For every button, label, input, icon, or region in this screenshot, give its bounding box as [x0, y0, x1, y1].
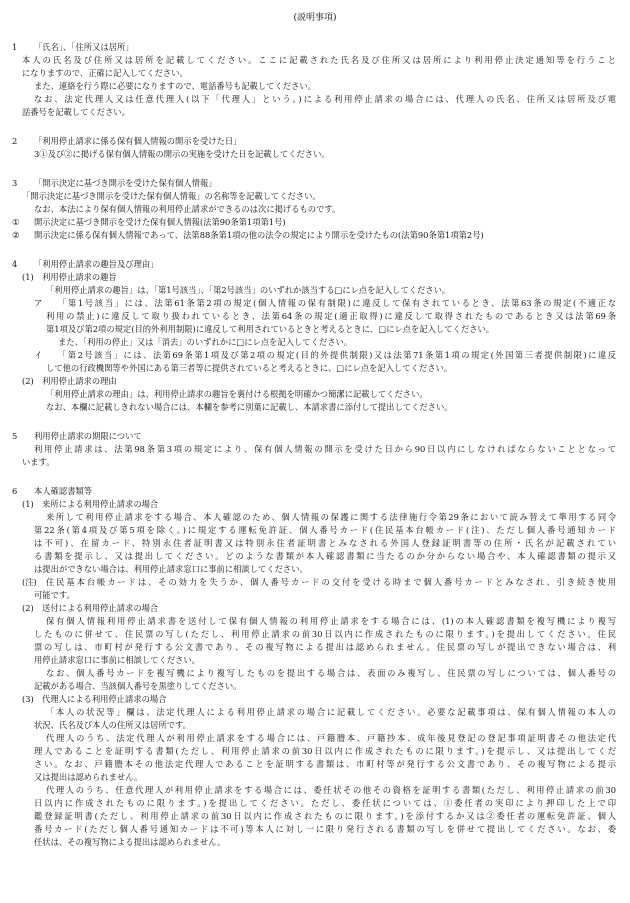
- body-line: 「本人の状況等」欄は、法定代理人による利用停止請求の場合に記載してください。必要な記載事項は、保有個人情報の本人の: [46, 707, 616, 717]
- note-mark: (注): [22, 577, 37, 587]
- body-line: 「利用停止請求の理由」は、利用停止請求の趣旨を裏付ける根拠を明確かつ簡潔に記載してください。: [46, 389, 428, 399]
- body-line: 状況、氏名及び本人の住所又は居所です。: [34, 720, 191, 730]
- body-line: 日以内に作成されたものに限ります。)を提出してください。ただし、委任状については、①委任者の実印により押印した上で印: [34, 798, 616, 808]
- body-line: 保有個人情報利用停止請求書を送付して保有個人情報の利用停止請求をする場合には、(1)の本人確認書類を複写機により複写: [46, 616, 616, 626]
- section-number: 1: [12, 42, 18, 52]
- body-line: なお、本欄に記載しきれない場合には、本欄を参考に別葉に記載し、本請求書に添付して提出してください。: [46, 402, 453, 412]
- body-line: 本人の氏名及び住所又は居所を記載してください。ここに記載された氏名及び住所又は居所により利用停止決定通知等を行うこと: [22, 55, 616, 65]
- body-line: また、連絡を行う際に必要になりますので、電話番号も記載してください。: [34, 81, 316, 91]
- page-title: (説明事項): [293, 13, 337, 23]
- body-line: 用停止請求窓口に事前に相談してください。: [34, 655, 200, 665]
- list-mark: ②: [12, 230, 20, 240]
- body-line: います。: [22, 457, 55, 467]
- body-line: 「利用停止請求の趣旨」は、「第1号該当」、「第2号該当」のいずれか該当する□にレ点を記入してください。: [46, 285, 451, 295]
- section-heading: 「氏名」、「住所又は居所」: [34, 42, 134, 52]
- note-line: 住民基本台帳カードは、その効力を失うか、個人番号カードの交付を受ける時まで個人番号カードとみなされ、引き続き使用: [46, 577, 616, 587]
- body-line: 理人であることを証明する書類(ただし、利用停止請求の前30日以内に作成されたものに限ります。)を提示し、又は提出してくだ: [34, 746, 616, 756]
- list-item: 開示決定に基づき開示を受けた保有個人情報(法第90条第1項第1号): [34, 217, 286, 227]
- section-number: 6: [12, 486, 18, 496]
- section-heading: 本人確認書類等: [34, 486, 93, 496]
- body-line: 代理人のうち、法定代理人が利用停止請求をする場合には、戸籍謄本、戸籍抄本、成年後見登記の登記事項証明書その他法定代: [46, 733, 616, 743]
- body-line: なお、個人番号カードを複写機により複写したものを提出する場合は、表面のみ複写し、住民票の写しについては、個人番号の: [46, 668, 616, 678]
- section-heading: 利用停止請求の期限について: [34, 431, 142, 441]
- body-line: 票の写しは、市町村が発行する公文書であり、その複写物による提出は認められません。住民票の写しが提出できない場合は、利: [34, 642, 616, 652]
- body-line: 鑑登録証明書(ただし、利用停止請求の前30日以内に作成されたものに限ります。)を添付するか又は②委任者の運転免許証、個人: [34, 811, 616, 821]
- body-line: 利用の禁止)に違反して取り扱われているとき、法第64条の規定(適正取得)に違反して取得されたものであるとき又は法第69条: [46, 311, 616, 321]
- list-mark: ①: [12, 217, 20, 227]
- list-mark: ア: [34, 298, 43, 308]
- body-line: して他の行政機関等や外国にある第三者等に提供されていると考えるときに、□にレ点を記入してください。: [46, 363, 453, 373]
- body-line: 3①及び②に掲げる保有個人情報の開示の実施を受けた日を記載してください。: [34, 149, 330, 159]
- subsection-heading: (2) 利用停止請求の理由: [22, 376, 117, 386]
- section-number: 2: [12, 136, 18, 146]
- body-line: る書類を提示し、又は提出してください。どのような書類が本人確認書類に当たるのか分からない場合や、本人確認書類の提示又: [34, 551, 616, 561]
- section-heading: 「開示決定に基づき開示を受けた保有個人情報」: [34, 178, 217, 188]
- body-line: は不可)、在留カード、特別永住者証明書又は特別永住者証明書とみなされる外国人登録証明書等の住所・氏名が記載されてい: [34, 538, 616, 548]
- subsection-heading: (1) 来所による利用停止請求の場合: [22, 499, 159, 509]
- section-number: 3: [12, 178, 18, 188]
- subsection-heading: (2) 送付による利用停止請求の場合: [22, 603, 159, 613]
- list-item: 開示決定に係る保有個人情報であって、法第88条第1項の他の法令の規定により開示を受けたもの(法第90条第1項第2号): [34, 230, 484, 240]
- body-line: 記載がある場合、当該個人番号を黒塗りしてください。: [34, 681, 242, 691]
- body-line: 又は提出は認められません。: [34, 772, 143, 782]
- section-heading: 「利用停止請求に係る保有個人情報の開示を受けた日」: [34, 136, 242, 146]
- body-line: 「第1号該当」には、法第61条第2項の規定(個人情報の保有制限)に違反して保有されているとき、法第63条の規定(不適正な: [58, 298, 616, 308]
- list-mark: イ: [34, 350, 43, 360]
- body-line: また、「利用の停止」又は「消去」のいずれかに□にレ点を記入してください。: [58, 337, 353, 347]
- body-line: 代理人のうち、任意代理人が利用停止請求をする場合には、委任状その他その資格を証明する書類(ただし、利用停止請求の前30: [46, 785, 616, 795]
- subsection-heading: (3) 代理人による利用停止請求の場合: [22, 694, 167, 704]
- body-line: 番号カード(ただし個人番号通知カードは不可)等本人に対し一に限り発行される書類の写しを併せて提出してください。なお、委: [34, 824, 616, 834]
- body-line: なお、法定代理人又は任意代理人(以下「代理人」という。)による利用停止請求の場合には、代理人の氏名、住所又は居所及び電: [34, 94, 616, 104]
- section-number: 5: [12, 431, 18, 441]
- section-heading: 「利用停止請求の趣旨及び理由」: [34, 259, 159, 269]
- body-line: さい。なお、戸籍謄本その他法定代理人であることを証明する書類は、市町村等が発行する公文書であり、その複写物による提示: [34, 759, 616, 769]
- section-number: 4: [12, 259, 18, 269]
- note-line: 可能です。: [34, 590, 75, 600]
- body-line: なお、本法により保有個人情報の利用停止請求ができるのは次に掲げるものです。: [34, 204, 341, 214]
- body-line: 「第2号該当」には、法第69条第1項及び第2項の規定(目的外提供制限)又は法第71条第1項の規定(外国第三者提供制限)に違反: [58, 350, 616, 360]
- body-line: になりますので、正確に記入してください。: [22, 68, 188, 78]
- body-line: 第1項及び第2項の規定(目的外利用制限)に違反して利用されているときと考えるときに、□にレ点を記入してください。: [46, 324, 495, 334]
- body-line: 利用停止請求は、法第98条第3項の規定により、保有個人情報の開示を受けた日から90日以内にしなければならないこととなって: [34, 444, 616, 454]
- subsection-heading: (1) 利用停止請求の趣旨: [22, 272, 117, 282]
- body-line: 任状は、その複写物による提出は認められません。: [34, 837, 226, 847]
- body-line: 第22条(第4項及び第5項を除く。)に規定する運転免許証、個人番号カード(住民基本台帳カード(注)、ただし個人番号通知カード: [34, 525, 616, 535]
- body-line: は提出ができない場合は、利用停止請求窓口に事前に相談してください。: [34, 564, 308, 574]
- body-line: したものに併せて、住民票の写し(ただし、利用停止請求の前30日以内に作成されたものに限ります。)を提出してください。住民: [34, 629, 616, 639]
- body-line: 来所して利用停止請求をする場合、本人確認のため、個人情報の保護に関する法律施行令第29条において読み替えて準用する同令: [46, 512, 616, 522]
- body-line: 「開示決定に基づき開示を受けた保有個人情報」の名称等を記載してください。: [22, 191, 321, 201]
- body-line: 話番号を記載してください。: [22, 107, 130, 117]
